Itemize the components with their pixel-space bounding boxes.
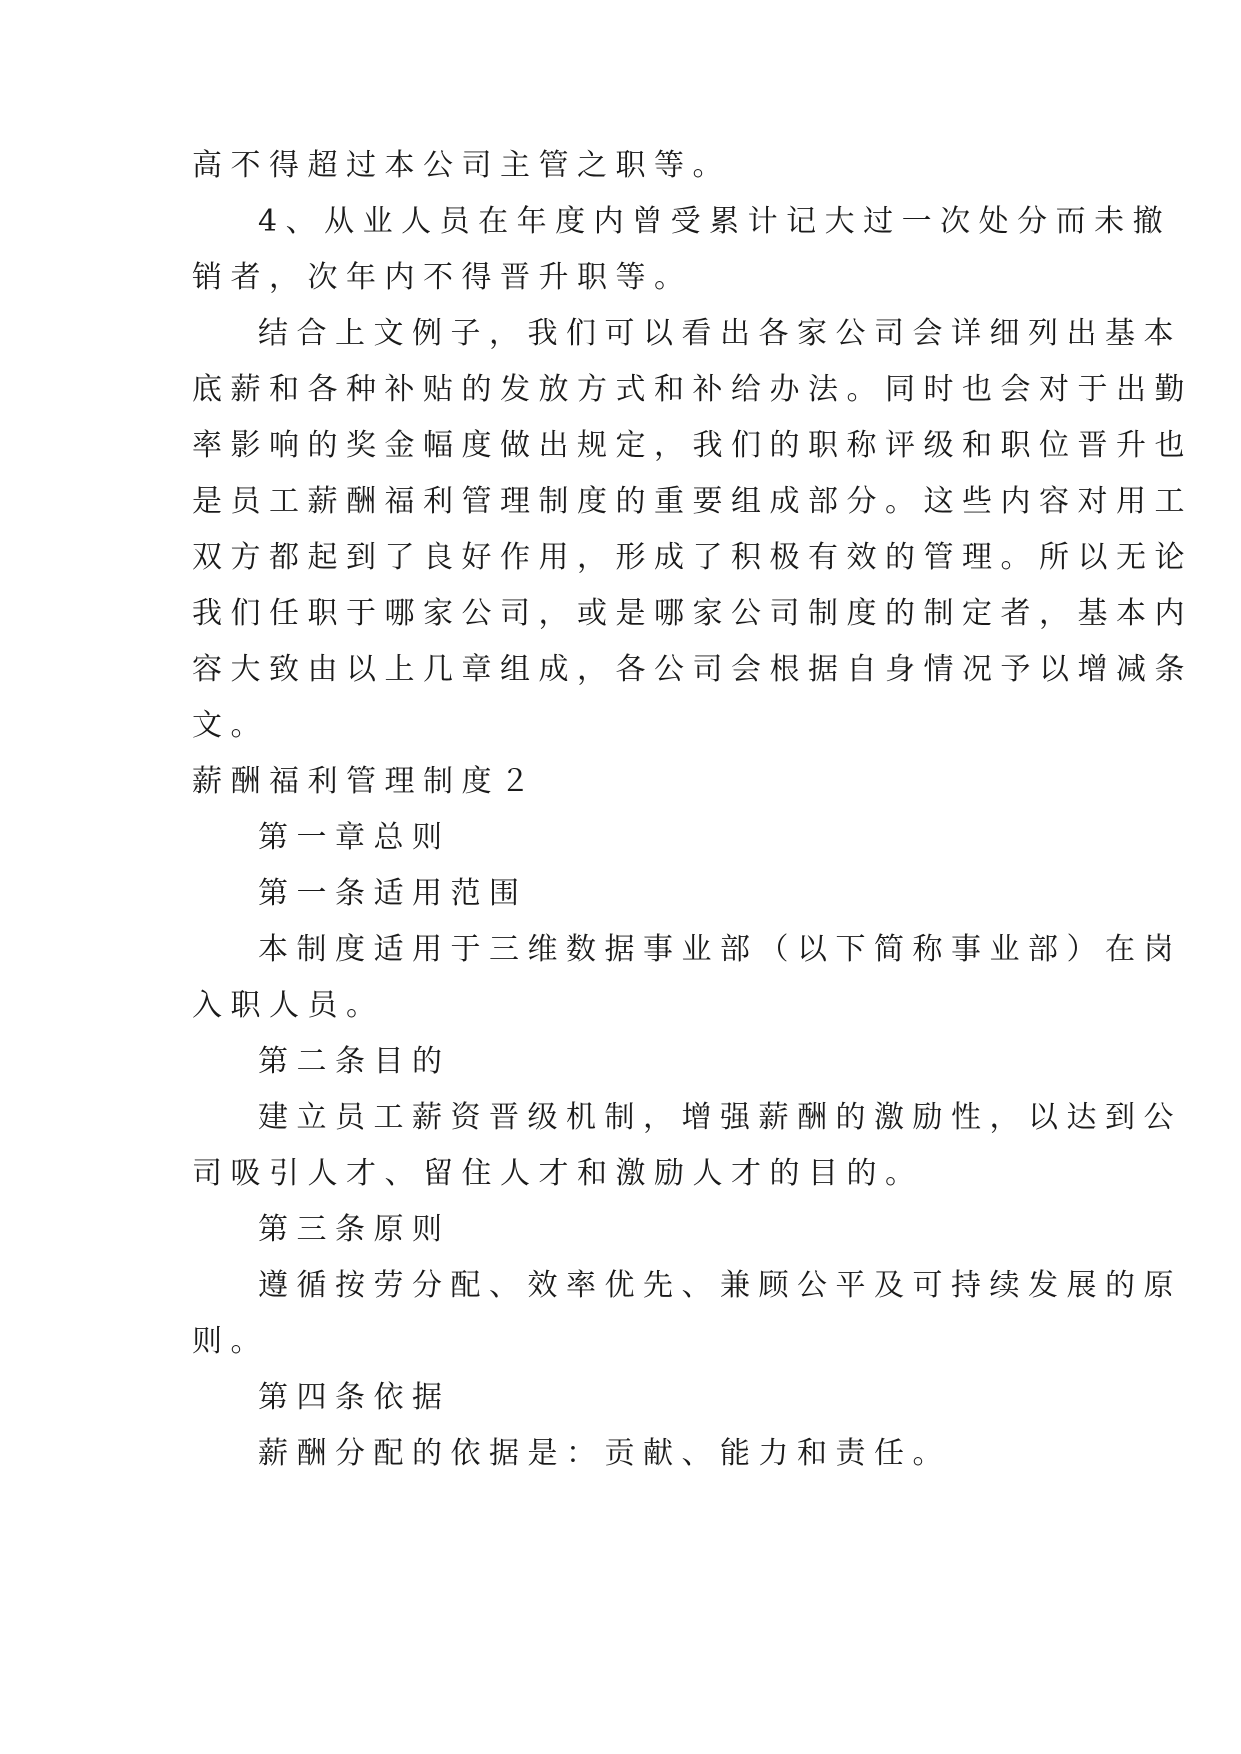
text-line: 结合上文例子，我们可以看出各家公司会详细列出基本 xyxy=(258,316,1182,351)
text-line: 文。 xyxy=(192,708,269,743)
section-title: 薪酬福利管理制度２ xyxy=(192,764,539,799)
chapter-heading: 第一章总则 xyxy=(258,820,451,855)
text-line: 薪酬分配的依据是：贡献、能力和责任。 xyxy=(258,1436,951,1471)
text-line: 是员工薪酬福利管理制度的重要组成部分。这些内容对用工 xyxy=(192,484,1193,519)
text-line: 销者，次年内不得晋升职等。 xyxy=(192,260,693,295)
text-line: 容大致由以上几章组成，各公司会根据自身情况予以增减条 xyxy=(192,652,1193,687)
text-line: 本制度适用于三维数据事业部（以下简称事业部）在岗 xyxy=(258,932,1182,967)
text-line: 我们任职于哪家公司，或是哪家公司制度的制定者，基本内 xyxy=(192,596,1193,631)
text-line: 率影响的奖金幅度做出规定，我们的职称评级和职位晋升也 xyxy=(192,428,1193,463)
text-line: 入职人员。 xyxy=(192,988,385,1023)
text-line: 建立员工薪资晋级机制，增强薪酬的激励性，以达到公 xyxy=(258,1100,1182,1135)
text-line: 底薪和各种补贴的发放方式和补给办法。同时也会对于出勤 xyxy=(192,372,1193,407)
article-heading: 第三条原则 xyxy=(258,1212,451,1247)
text-line: 司吸引人才、留住人才和激励人才的目的。 xyxy=(192,1156,924,1191)
text-line: 4、从业人员在年度内曾受累计记大过一次处分而未撤 xyxy=(258,204,1172,239)
article-heading: 第二条目的 xyxy=(258,1044,451,1079)
text-line: 双方都起到了良好作用，形成了积极有效的管理。所以无论 xyxy=(192,540,1193,575)
text-line: 高不得超过本公司主管之职等。 xyxy=(192,148,731,183)
text-line: 则。 xyxy=(192,1324,269,1359)
article-heading: 第一条适用范围 xyxy=(258,876,528,911)
article-heading: 第四条依据 xyxy=(258,1380,451,1415)
text-line: 遵循按劳分配、效率优先、兼顾公平及可持续发展的原 xyxy=(258,1268,1182,1303)
